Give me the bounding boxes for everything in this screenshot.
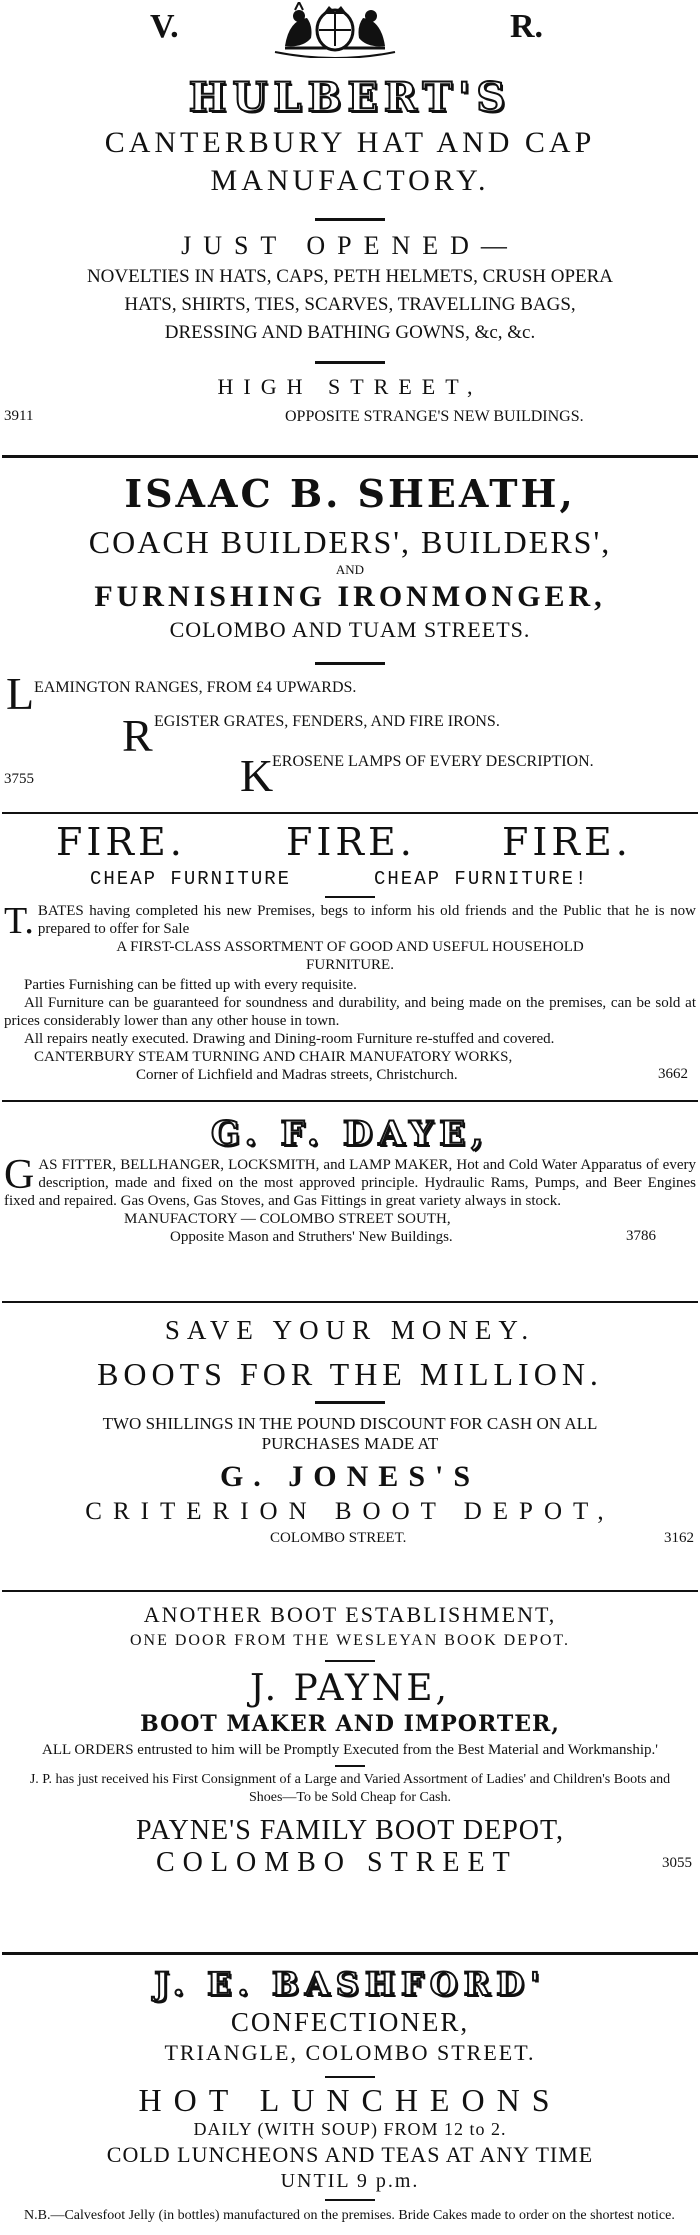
sheath-line1: COACH BUILDERS', BUILDERS', bbox=[88, 524, 612, 560]
item-text: EAMINGTON RANGES, FROM £4 UPWARDS. bbox=[34, 679, 357, 696]
hulbert-line2: MANUFACTORY. bbox=[210, 164, 490, 197]
daye-advert bbox=[0, 1114, 700, 1301]
payne-rule-2 bbox=[335, 1765, 365, 1767]
drop-cap: G bbox=[4, 1152, 35, 1198]
hulbert-rule-2 bbox=[315, 361, 385, 364]
r-letter: R. bbox=[510, 8, 544, 45]
sheath-and: AND bbox=[335, 562, 365, 577]
jones-save: SAVE YOUR MONEY. bbox=[164, 1315, 536, 1345]
bashford-until: UNTIL 9 p.m. bbox=[280, 2170, 420, 2192]
daye-factory: MANUFACTORY — COLOMBO STREET SOUTH, bbox=[124, 1211, 451, 1227]
jones-street: COLOMBO STREET. bbox=[270, 1530, 407, 1546]
sheath-item bbox=[0, 750, 700, 801]
divider bbox=[2, 455, 698, 458]
jones-rule bbox=[315, 1401, 385, 1404]
payne-another: ANOTHER BOOT ESTABLISHMENT, bbox=[143, 1602, 557, 1627]
hulbert-rule bbox=[315, 218, 385, 221]
jones-boots: BOOTS FOR THE MILLION. bbox=[97, 1356, 603, 1392]
bates-rule bbox=[325, 896, 375, 898]
novelty-line: HATS, SHIRTS, TIES, SCARVES, TRAVELLING BAGS, bbox=[124, 294, 576, 315]
bates-assortment: A FIRST-CLASS ASSORTMENT OF GOOD AND USEFUL HOUSEHOLD FURNITURE. bbox=[116, 939, 584, 973]
hulbert-line1: CANTERBURY HAT AND CAP bbox=[104, 126, 596, 159]
ad-number: 3162 bbox=[664, 1530, 694, 1546]
bates-advert bbox=[0, 820, 700, 1100]
payne-door: ONE DOOR FROM THE WESLEYAN BOOK DEPOT. bbox=[129, 1632, 570, 1649]
daye-opposite: Opposite Mason and Struthers' New Buildings. bbox=[170, 1229, 453, 1245]
divider bbox=[2, 812, 698, 814]
bashford-cold: COLD LUNCHEONS AND TEAS AT ANY TIME bbox=[106, 2142, 594, 2167]
divider bbox=[2, 1590, 698, 1592]
bashford-name: J. E. BASHFORD' bbox=[154, 1965, 546, 2003]
daye-name: G. F. DAYE, bbox=[210, 1114, 490, 1154]
ad-number: 3786 bbox=[626, 1228, 656, 1244]
bates-works: CANTERBURY STEAM TURNING AND CHAIR MANUFATORY WORKS, bbox=[34, 1049, 513, 1065]
bates-para: All Furniture can be guaranteed for soundness and durability, and being made on the premises, can be sold at prices considerably lower than any other house in town. bbox=[4, 995, 696, 1029]
novelty-line: NOVELTIES IN HATS, CAPS, PETH HELMETS, CRUSH OPERA bbox=[86, 266, 614, 287]
divider bbox=[2, 1952, 698, 1955]
payne-family: PAYNE'S FAMILY BOOT DEPOT, bbox=[135, 1815, 565, 1846]
drop-cap: T. bbox=[4, 900, 34, 942]
fire-word: FIRE. bbox=[56, 820, 186, 864]
bates-corner: Corner of Lichfield and Madras streets, Christchurch. bbox=[136, 1067, 458, 1083]
bashford-trade: CONFECTIONER, bbox=[230, 2007, 470, 2037]
fire-word: FIRE. bbox=[502, 820, 632, 864]
fire-row bbox=[4, 820, 696, 866]
jones-advert bbox=[0, 1315, 700, 1590]
hulbert-name: HULBERT'S bbox=[188, 74, 512, 121]
payne-received: J. P. has just received his First Consignment of a Large and Varied Assortment of Ladies' and Children's Boots and Shoes—To be Sold Cheap for Cash. bbox=[29, 1772, 671, 1805]
hulbert-advert bbox=[0, 0, 700, 455]
payne-street: COLOMBO STREET bbox=[156, 1847, 518, 1878]
novelty-line: DRESSING AND BATHING GOWNS, &c, &c. bbox=[164, 322, 536, 343]
bashford-rule bbox=[325, 2076, 375, 2078]
jones-name: G. JONES'S bbox=[219, 1460, 481, 1493]
hulbert-opposite: OPPOSITE STRANGE'S NEW BUILDINGS. bbox=[285, 408, 584, 425]
sheath-item bbox=[0, 668, 700, 719]
ad-number: 3911 bbox=[4, 408, 34, 424]
item-text: EGISTER GRATES, FENDERS, AND FIRE IRONS. bbox=[154, 713, 500, 730]
bashford-hot: HOT LUNCHEONS bbox=[138, 2082, 562, 2118]
item-text: EROSENE LAMPS OF EVERY DESCRIPTION. bbox=[272, 753, 594, 770]
drop-cap: L bbox=[6, 668, 35, 719]
sheath-line3: COLOMBO AND TUAM STREETS. bbox=[169, 617, 531, 642]
fire-word: FIRE. bbox=[286, 820, 416, 864]
payne-name: J. PAYNE, bbox=[250, 1668, 450, 1709]
payne-orders: ALL ORDERS entrusted to him will be Promptly Executed from the Best Material and Workmanship.' bbox=[42, 1742, 658, 1758]
divider bbox=[2, 1100, 698, 1102]
bashford-note: N.B.—Calvesfoot Jelly (in bottles) manufactured on the premises. Bride Cakes made to order on the shortest notice. bbox=[24, 2208, 675, 2223]
drop-cap: K bbox=[240, 750, 274, 801]
bashford-daily: DAILY (WITH SOUP) FROM 12 to 2. bbox=[193, 2119, 507, 2139]
payne-maker: BOOT MAKER AND IMPORTER, bbox=[140, 1711, 560, 1737]
daye-body bbox=[4, 1152, 696, 1210]
payne-rule bbox=[325, 1660, 375, 1662]
bashford-rule-2 bbox=[325, 2199, 375, 2201]
sheath-advert bbox=[0, 472, 700, 812]
jones-depot: CRITERION BOOT DEPOT, bbox=[85, 1498, 615, 1525]
ad-number: 3055 bbox=[662, 1855, 692, 1871]
payne-advert bbox=[0, 1602, 700, 1952]
bates-intro bbox=[4, 900, 696, 942]
sheath-name: ISAAC B. SHEATH, bbox=[124, 471, 576, 516]
bashford-advert bbox=[0, 1965, 700, 2235]
jones-discount: TWO SHILLINGS IN THE POUND DISCOUNT FOR CASH ON ALL bbox=[102, 1414, 598, 1433]
bates-para: Parties Furnishing can be fitted up with every requisite. bbox=[24, 977, 357, 993]
ad-number: 3662 bbox=[658, 1066, 688, 1082]
bashford-location: TRIANGLE, COLOMBO STREET. bbox=[164, 2040, 536, 2065]
bates-para: All repairs neatly executed. Drawing and Dining-room Furniture re-stuffed and covered. bbox=[24, 1031, 555, 1047]
ad-number: 3755 bbox=[4, 771, 34, 787]
sheath-item bbox=[0, 710, 700, 761]
cheap-furniture: CHEAP FURNITURE bbox=[90, 868, 292, 890]
drop-cap: R bbox=[122, 710, 153, 761]
daye-body-text: AS FITTER, BELLHANGER, LOCKSMITH, and LAMP MAKER, Hot and Cold Water Apparatus of every description, made and fixed on the most approved principle. Hydraulic Rams, Pumps, and Beer Engines fixed and repaired. Gas Ovens, Gas Stoves, and Gas Fittings in great variety always in stock. bbox=[4, 1157, 696, 1209]
v-letter: V. bbox=[150, 8, 179, 45]
divider bbox=[2, 1301, 698, 1303]
cheap-furniture: CHEAP FURNITURE! bbox=[374, 868, 589, 890]
hulbert-just-opened: JUST OPENED— bbox=[181, 231, 519, 260]
sheath-line2: FURNISHING IRONMONGER, bbox=[94, 580, 606, 613]
hulbert-street: HIGH STREET, bbox=[217, 374, 483, 399]
hulbert-novelties bbox=[0, 263, 700, 347]
jones-discount: PURCHASES MADE AT bbox=[261, 1434, 439, 1453]
sheath-rule bbox=[315, 662, 385, 665]
royal-coat-of-arms-icon bbox=[255, 2, 415, 58]
bates-intro-text: BATES having completed his new Premises, begs to inform his old friends and the Public that he is now prepared to offer for Sale bbox=[37, 903, 696, 937]
